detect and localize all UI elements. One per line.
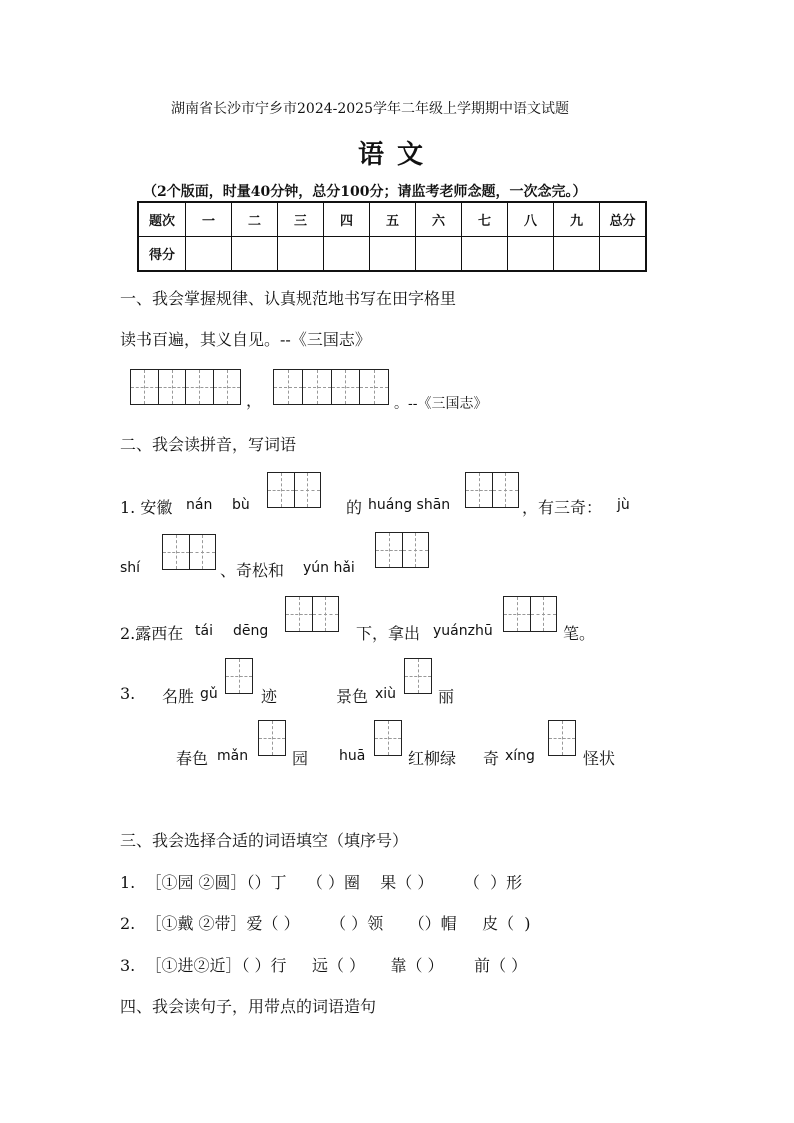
score-cell[interactable] (370, 237, 416, 272)
q2-text-a: 2.露西在 (120, 624, 184, 643)
q1-text-c: 、奇松和 (220, 561, 285, 580)
q1-de: 的 (346, 498, 363, 517)
q3-text-d: 丽 (438, 687, 455, 706)
pinyin-ju: jù (617, 497, 630, 513)
score-col-1: 一 (186, 202, 232, 237)
writing-grid-1[interactable] (548, 720, 576, 756)
pinyin-yunhai: yún hǎi (303, 560, 355, 576)
pinyin-bu: bù (232, 497, 250, 513)
score-cell[interactable] (186, 237, 232, 272)
pinyin-yuanzhu: yuánzhū (433, 623, 493, 639)
score-cell[interactable] (278, 237, 324, 272)
score-col-5: 五 (370, 202, 416, 237)
q3-text-g: 红柳绿 (408, 749, 457, 768)
score-col-6: 六 (416, 202, 462, 237)
q3-text-e: 春色 (176, 749, 209, 768)
q3-text-f: 园 (292, 749, 309, 768)
writing-grid-2[interactable] (267, 472, 321, 508)
q1-text-b: ，有三奇： (522, 498, 603, 517)
writing-grid-2[interactable] (465, 472, 519, 508)
q3-text-i: 怪状 (583, 749, 616, 768)
section3-line2: 2. ［①戴 ②带］爱（ ） （ ）领 （）帽 皮（ ) (120, 914, 531, 933)
score-table-score-row (138, 237, 646, 272)
writing-grid-1[interactable] (225, 658, 253, 694)
section1-quote: 读书百遍，其义自见。--《三国志》 (120, 330, 371, 349)
score-col-8: 八 (508, 202, 554, 237)
score-table (137, 201, 647, 272)
q1-text-a: 1. 安徽 (120, 498, 173, 517)
section4-title: 四、我会读句子，用带点的词语造句 (120, 997, 377, 1016)
pinyin-deng: dēng (233, 623, 269, 639)
score-col-3: 三 (278, 202, 324, 237)
exam-title: 湖南省长沙市宁乡市2024-2025学年二年级上学期期中语文试题 (171, 101, 569, 117)
exam-note: （2个版面，时量40分钟，总分100分；请监考老师念题，一次念完。） (143, 184, 587, 200)
pinyin-xiu: xiù (375, 686, 397, 702)
pinyin-nan: nán (186, 497, 213, 513)
score-cell[interactable] (508, 237, 554, 272)
q3-text-c: 景色 (336, 687, 369, 706)
q3-text-b: 迹 (261, 687, 278, 706)
score-cell[interactable] (416, 237, 462, 272)
score-cell[interactable] (600, 237, 647, 272)
q3-number: 3. (120, 684, 136, 703)
score-col-9: 九 (554, 202, 600, 237)
writing-grid-2[interactable] (375, 532, 429, 568)
score-col-4: 四 (324, 202, 370, 237)
writing-grid-2[interactable] (285, 596, 339, 632)
score-label-question: 题次 (138, 202, 186, 237)
score-cell[interactable] (232, 237, 278, 272)
pinyin-xing: xíng (505, 748, 535, 764)
q3-text-a: 名胜 (162, 687, 195, 706)
score-cell[interactable] (462, 237, 508, 272)
section3-line3: 3. ［①进②近］（ ）行 远（ ） 靠（ ） 前（ ） (120, 956, 528, 975)
subject-title: 语 文 (358, 140, 426, 170)
writing-grid-2[interactable] (503, 596, 557, 632)
q2-text-c: 笔。 (563, 624, 596, 643)
pinyin-huangshan: huáng shān (368, 497, 451, 513)
q3-text-h: 奇 (483, 749, 500, 768)
pinyin-tai: tái (195, 623, 213, 639)
pinyin-shi: shí (120, 560, 141, 576)
writing-grid-4[interactable] (130, 369, 241, 405)
section2-title: 二、我会读拼音，写词语 (120, 435, 297, 454)
writing-grid-2[interactable] (162, 534, 216, 570)
section1-title: 一、我会掌握规律、认真规范地书写在田字格里 (120, 289, 457, 308)
q2-text-b: 下，拿出 (356, 624, 421, 643)
score-col-total: 总分 (600, 202, 647, 237)
writing-grid-1[interactable] (374, 720, 402, 756)
writing-grid-1[interactable] (258, 720, 286, 756)
pinyin-gu: gǔ (200, 686, 218, 702)
writing-grid-1[interactable] (404, 658, 432, 694)
score-table-header-row (138, 202, 646, 237)
pinyin-man: mǎn (217, 748, 249, 764)
section3-title: 三、我会选择合适的词语填空（填序号） (120, 831, 409, 850)
score-cell[interactable] (554, 237, 600, 272)
quote-source: 。--《三国志》 (394, 396, 488, 412)
pinyin-hua: huā (339, 748, 366, 764)
section3-line1: 1. ［①园 ②圆］（）丁 （ ）圈 果（ ） （ ）形 (120, 873, 523, 892)
comma: ， (246, 391, 263, 410)
score-col-7: 七 (462, 202, 508, 237)
score-col-2: 二 (232, 202, 278, 237)
score-label-score: 得分 (138, 237, 186, 272)
writing-grid-4[interactable] (273, 369, 389, 405)
score-cell[interactable] (324, 237, 370, 272)
